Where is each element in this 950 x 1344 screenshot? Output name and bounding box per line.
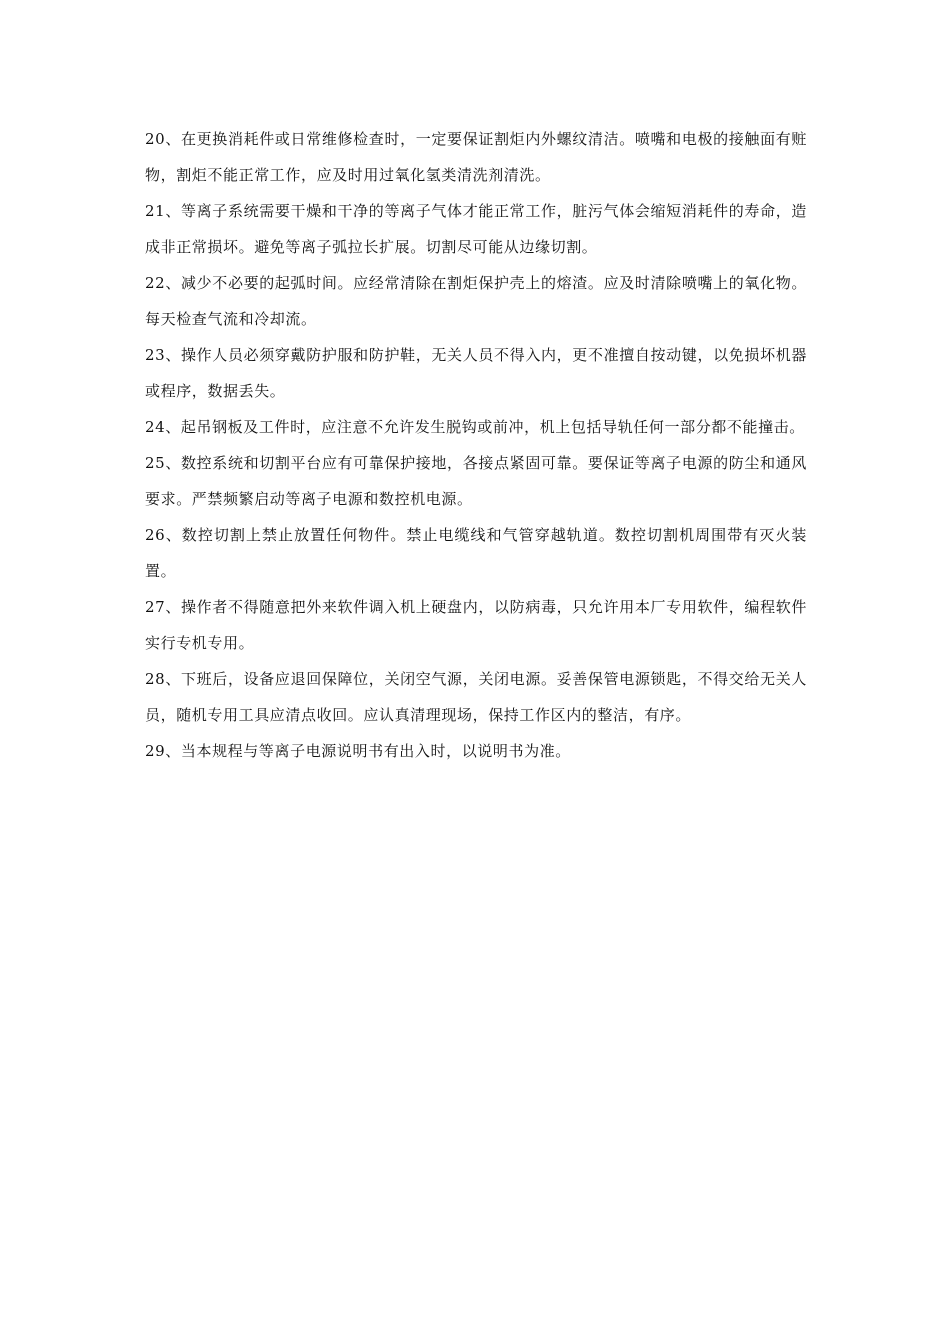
rule-paragraph-20: 20、在更换消耗件或日常维修检查时，一定要保证割炬内外螺纹清洁。喷嘴和电极的接触面有赃物，割炬不能正常工作，应及时用过氧化氢类清洗剂清洗。: [145, 130, 807, 184]
rule-paragraph-23: 23、操作人员必须穿戴防护服和防护鞋，无关人员不得入内，更不准擅自按动键，以免损坏机器或程序，数据丢失。: [145, 346, 807, 400]
document-body: [145, 121, 807, 769]
rule-paragraph-26: 26、数控切割上禁止放置任何物件。禁止电缆线和气管穿越轨道。数控切割机周围带有灭火装置。: [145, 526, 807, 580]
rule-paragraph-25: 25、数控系统和切割平台应有可靠保护接地，各接点紧固可靠。要保证等离子电源的防尘和通风要求。严禁频繁启动等离子电源和数控机电源。: [145, 454, 807, 508]
rule-paragraph-21: 21、等离子系统需要干燥和干净的等离子气体才能正常工作，脏污气体会缩短消耗件的寿命，造成非正常损坏。避免等离子弧拉长扩展。切割尽可能从边缘切割。: [145, 202, 807, 256]
rule-paragraph-24: 24、起吊钢板及工件时，应注意不允许发生脱钩或前冲，机上包括导轨任何一部分都不能撞击。: [145, 418, 805, 436]
rule-paragraph-28: 28、下班后，设备应退回保障位，关闭空气源，关闭电源。妥善保管电源锁匙，不得交给无关人员，随机专用工具应清点收回。应认真清理现场，保持工作区内的整洁，有序。: [145, 670, 807, 724]
rule-paragraph-22: 22、减少不必要的起弧时间。应经常清除在割炬保护壳上的熔渣。应及时清除喷嘴上的氧化物。每天检查气流和冷却流。: [145, 274, 807, 328]
rule-paragraph-27: 27、操作者不得随意把外来软件调入机上硬盘内，以防病毒，只允许用本厂专用软件，编程软件实行专机专用。: [145, 598, 807, 652]
rule-paragraph-29: 29、当本规程与等离子电源说明书有出入时，以说明书为准。: [145, 742, 571, 760]
